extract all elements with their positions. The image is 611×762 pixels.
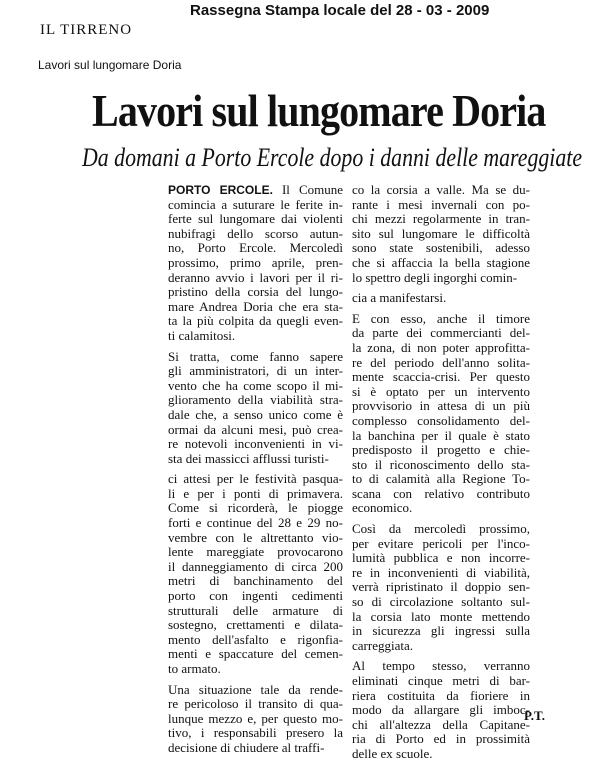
text-line: li e per i ponti di primavera.	[168, 486, 343, 501]
text-line: menti e spaccature del cemen-	[168, 647, 343, 662]
text-line: deranno avvio i lavori per il ri-	[168, 270, 343, 285]
author-signature: P.T.	[524, 708, 545, 723]
text-line: predisposto il progetto e chie-	[352, 443, 530, 458]
text-line: da parte dei commercianti del-	[352, 326, 530, 341]
text-line: Come si ricorderà, le piogge	[168, 501, 343, 516]
text-line: re notevoli inconvenienti in vi-	[168, 437, 343, 452]
text-line: forti e continue del 28 e 29 no-	[168, 516, 343, 531]
text-line: ormai da alcuni mesi, può crea-	[168, 422, 343, 437]
text-line: prossimo, primo aprile, pren-	[168, 255, 343, 270]
article-subheadline: Da domani a Porto Ercole dopo i danni delle mareggiate	[82, 143, 583, 172]
text-line: che si affaccia la bella stagione	[352, 255, 530, 270]
text-line: no, Porto Ercole. Mercoledì	[168, 241, 343, 256]
text-line: in sicurezza gli ingressi sulla	[352, 624, 530, 639]
text-line: il danneggiamento di circa 200	[168, 559, 343, 574]
text-line: cia a manifestarsi.	[352, 291, 447, 306]
text-line: tivo, i responsabili presero la	[168, 726, 343, 741]
text-line: Si tratta, come fanno sapere	[168, 349, 343, 364]
text-line: verrà ripristinato il doppio sen-	[352, 580, 530, 595]
text-line: economico.	[352, 501, 413, 516]
text-line: strutturali delle armature di	[168, 603, 343, 618]
text-line: so di circolazione soltanto sul-	[352, 595, 530, 610]
text-line: rante i mesi invernali con po-	[352, 197, 530, 212]
text-line: riera costituita da fioriere in	[352, 688, 530, 703]
text-line: carreggiata.	[352, 638, 413, 653]
text-line: ferte sul lungomare dai violenti	[168, 212, 343, 227]
text-line: Così da mercoledì prossimo,	[352, 522, 530, 537]
dateline: PORTO ERCOLE.	[168, 183, 273, 197]
text-line: metri di banchinamento del	[168, 574, 343, 589]
text-line: mento dell'asfalto e rigonfia-	[168, 632, 343, 647]
text-line: lente mareggiate provocarono	[168, 545, 343, 560]
text-line: porto con ingenti cedimenti	[168, 589, 343, 604]
text-line: delle ex scuole.	[352, 746, 433, 761]
text-line: sono state sostenibili, adesso	[352, 241, 530, 256]
text-line: chi mezzi regolarmente in tran-	[352, 212, 530, 227]
text-line: glioramento della viabilità stra-	[168, 393, 343, 408]
text-line: pristino della corsia del lungo-	[168, 285, 343, 300]
text-line: lunque mezzo e, per questo mo-	[168, 711, 343, 726]
text-line: re in inconvenienti di viabilità,	[352, 565, 530, 580]
press-review-header: Rassegna Stampa locale del 28 - 03 - 2009	[190, 2, 490, 19]
text-line: la corsia lato monte mettendo	[352, 609, 530, 624]
text-line: comincia a suturare le ferite in-	[168, 197, 343, 212]
text-line: gli amministratori, di un inter-	[168, 364, 343, 379]
section-label: Lavori sul lungomare Doria	[38, 58, 182, 72]
article-headline: Lavori sul lungomare Doria	[92, 85, 546, 136]
text-line: nubifragi dello scorso autun-	[168, 226, 343, 241]
text-line: to armato.	[168, 662, 221, 676]
text-line: si è optato per un intervento	[352, 384, 530, 399]
text-line: re pericoloso il transito di qua-	[168, 697, 343, 712]
text-line: to di calamità alla Regione To-	[352, 472, 530, 487]
text-line-start: Il Comune	[272, 183, 343, 197]
text-line: complesso consolidamento del-	[352, 413, 530, 428]
text-line: Al tempo stesso, verranno	[352, 659, 530, 674]
text-line: modo da allargare gli imboc-	[352, 703, 530, 718]
text-line: sta dei massicci afflussi turisti-	[168, 451, 329, 466]
text-line: chi all'altezza della Capitane-	[352, 717, 530, 732]
text-line: lo spettro degli ingorghi comin-	[352, 270, 518, 285]
text-line: sito sul lungomare le difficoltà	[352, 226, 530, 241]
text-line: la banchina per il quale è stato	[352, 428, 530, 443]
text-line: ti calamitosi.	[168, 328, 236, 343]
text-line: re del periodo dell'anno solita-	[352, 355, 530, 370]
text-line: sostegno, crettamenti e dilata-	[168, 618, 343, 633]
text-line: scana con relativo contributo	[352, 486, 530, 501]
text-line: ci attesi per le festività pasqua-	[168, 472, 343, 487]
text-line: mente scaccia-crisi. Per questo	[352, 370, 530, 385]
text-line: per evitare pericoli per l'inco-	[352, 536, 530, 551]
text-line: co la corsia a valle. Ma se du-	[352, 183, 530, 197]
article-column-2	[352, 183, 530, 762]
text-line: Una situazione tale da rende-	[168, 682, 343, 697]
text-line: lumità pubblica e non incorre-	[352, 551, 530, 566]
newspaper-name: IL TIRRENO	[40, 22, 133, 38]
text-line: dale che, a senso unico come è	[168, 407, 343, 422]
text-line: ria di Porto ed in prossimità	[352, 732, 530, 747]
article-column-1	[168, 183, 343, 756]
text-line: mare Andrea Doria che era sta-	[168, 299, 343, 314]
text-line: eliminati cinque metri di bar-	[352, 674, 530, 688]
text-line: vembre con le altrettanto vio-	[168, 530, 343, 545]
text-line: sto il riconoscimento dello sta-	[352, 457, 530, 472]
text-line: la zona, di non poter approfitta-	[352, 340, 530, 355]
text-line	[168, 183, 343, 198]
text-line: vento che ha come scopo il mi-	[168, 378, 343, 393]
text-line: provvisorio in attesa di un più	[352, 399, 530, 414]
text-line: E con esso, anche il timore	[352, 311, 530, 326]
text-line: ta la più colpita da quegli even-	[168, 314, 343, 329]
text-line: decisione di chiudere al traffi-	[168, 740, 325, 755]
